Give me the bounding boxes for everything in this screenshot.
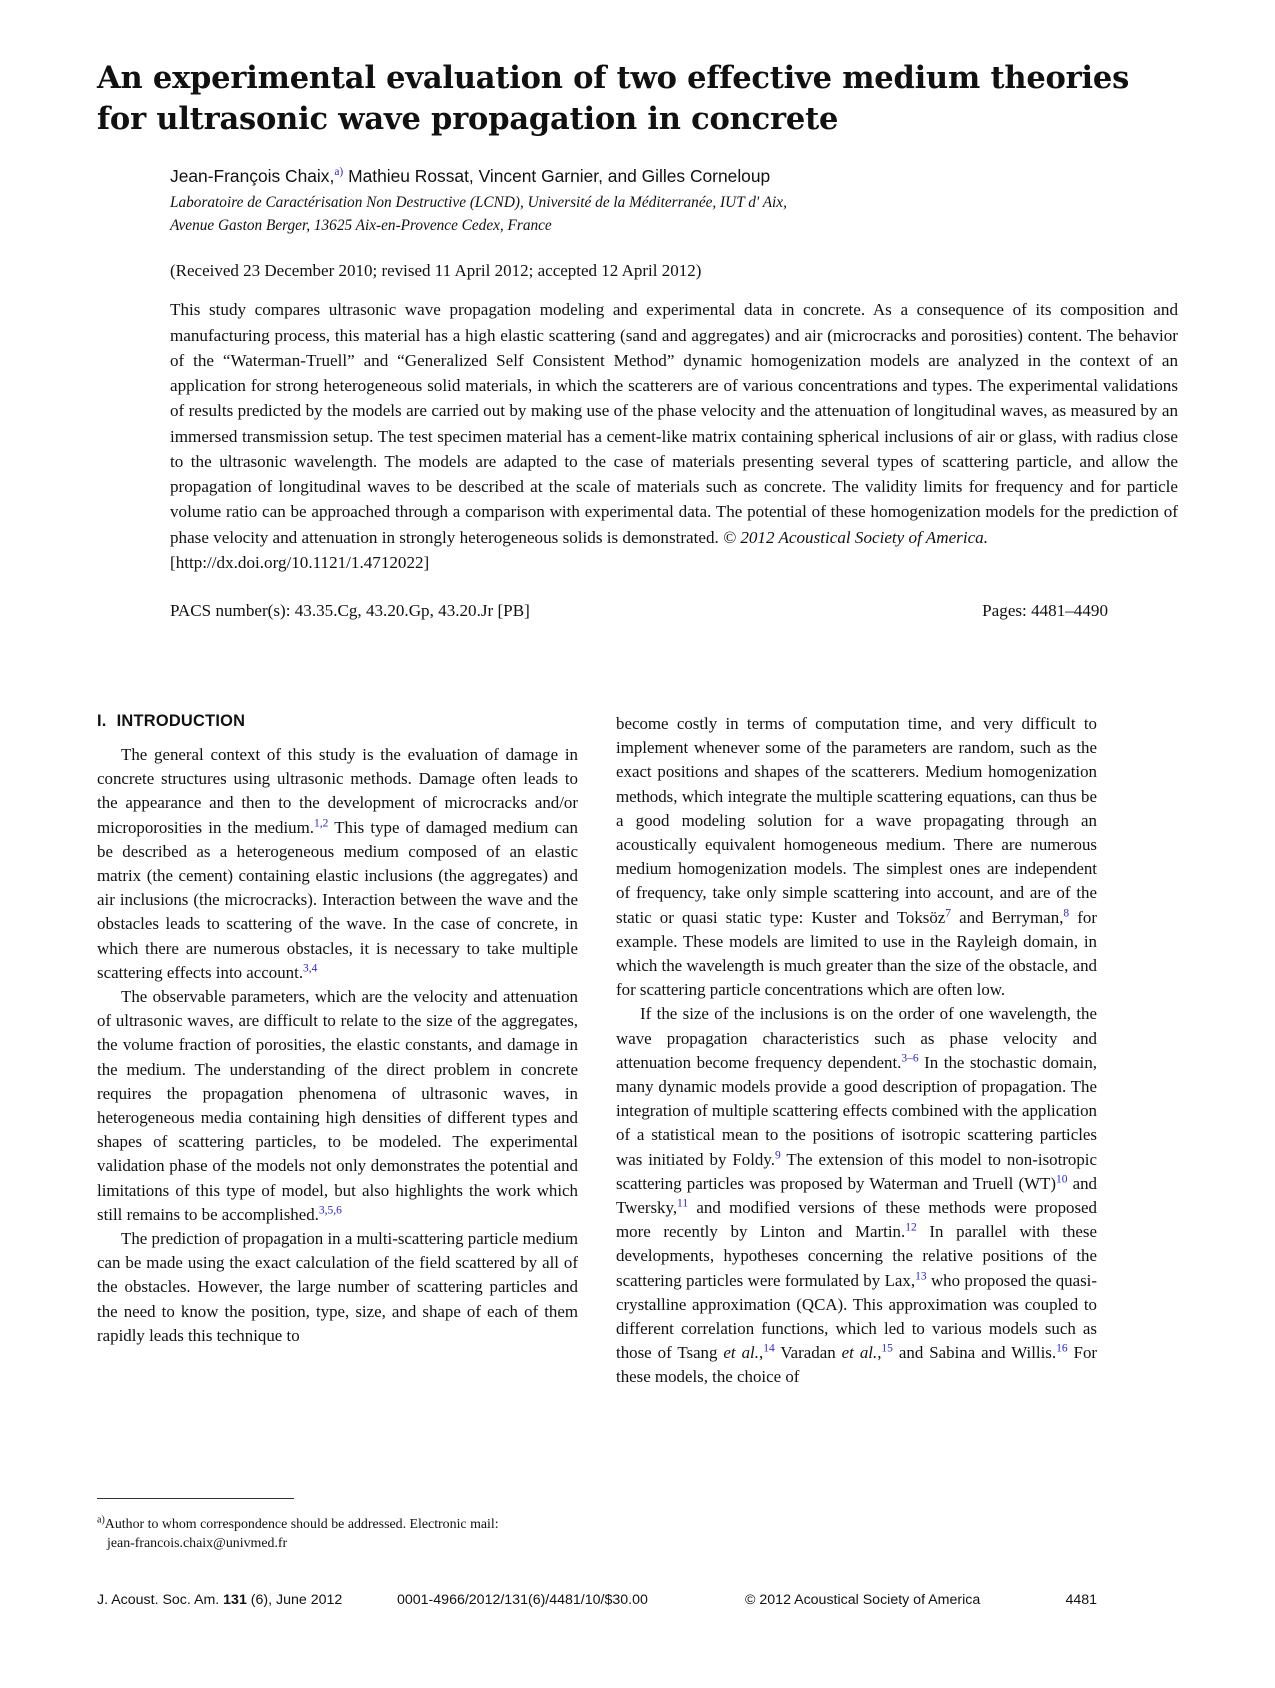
reference-marker[interactable]: 7 <box>945 907 952 919</box>
footnote-text <box>97 1515 578 1554</box>
paragraph-text: If the size of the inclusions is on the order of one wavelength, the wave propagation characteristics such as phase velocity and attenuation become frequency dependent. <box>616 1004 1097 1072</box>
pacs-row <box>170 601 1178 621</box>
latin-abbrev: et al. <box>841 1343 878 1363</box>
abstract-copyright: © 2012 Acoustical Society of America. <box>723 527 988 547</box>
pacs-numbers: PACS number(s): 43.35.Cg, 43.20.Gp, 43.20.Jr [PB] <box>170 601 530 620</box>
reference-marker[interactable]: 15 <box>881 1342 893 1355</box>
reference-marker[interactable]: 1,2 <box>313 816 329 829</box>
paragraph-text: The observable parameters, which are the velocity and attenuation of ultrasonic waves, are difficult to relate to the size of the aggregates, the volume fraction of porosities, the elastic constants, and damage in the medium. The understanding of the direct problem in concrete requires the propagation phenomena of ultrasonic waves, in heterogeneous media containing high densities of different types and shapes of scattering particles, to be modeled. The experimental validation phase of the models not only demonstrates the potential and limitations of this type of model, but also highlights the work which still remains to be accomplished. <box>97 987 578 1224</box>
section-number: I. <box>97 712 107 730</box>
footer-page-number: 4481 <box>1065 1592 1097 1608</box>
paragraph-text: , <box>758 1343 764 1363</box>
abstract-body: This study compares ultrasonic wave propagation modeling and experimental data in concrete. As a consequence of its composition and manufacturing process, this material has a high elastic scattering (sand and aggregates) and air (microcracks and porosities) content. The behavior of the “Waterman-Truell” and “Generalized Self Consistent Method” dynamic homogenization models are analyzed in the context of an application for strong heterogeneous solid materials, in which the scatterers are of various concentrations and types. The experimental validations of results predicted by the models are carried out by making use of the phase velocity and the attenuation of longitudinal waves, as measured by an immersed transmission setup. The test specimen material has a cement-like matrix containing spherical inclusions of air or glass, with radius close to the ultrasonic wavelength. The models are adapted to the case of materials presenting several types of scattering particle, and allow the propagation of longitudinal waves to be described at the scale of materials such as concrete. The validity limits for frequency and for particle volume ratio can be approached through a comparison with experimental data. The potential of these homogenization models for the prediction of phase velocity and attenuation in strongly heterogeneous solids is demonstrated. <box>170 300 1178 547</box>
latin-abbrev: et al. <box>723 1343 759 1363</box>
footnote-email[interactable]: jean-francois.chaix@univmed.fr <box>107 1536 288 1552</box>
affiliation-line-2: Avenue Gaston Berger, 13625 Aix-en-Provence Cedex, France <box>170 217 552 235</box>
reference-marker[interactable]: 3,5,6 <box>318 1204 342 1217</box>
reference-marker[interactable]: 12 <box>905 1221 917 1234</box>
paragraph-right-2 <box>616 1002 1097 1389</box>
paragraph-text: Varadan <box>774 1343 842 1363</box>
author-names: Jean-François Chaix, <box>170 166 335 187</box>
journal-issue-date: (6), June 2012 <box>246 1592 343 1608</box>
received-revised-accepted-line: (Received 23 December 2010; revised 11 April 2012; accepted 12 April 2012) <box>170 261 702 281</box>
page-title: An experimental evaluation of two effective medium theories for ultrasonic wave propagation in concrete <box>97 60 1130 137</box>
author-list <box>170 165 1178 188</box>
author-footnote-marker[interactable]: a) <box>334 166 344 179</box>
reference-marker[interactable]: 9 <box>774 1149 781 1162</box>
article-metadata <box>170 165 1178 621</box>
paragraph-right-1 <box>616 712 1097 1002</box>
paragraph-text: In parallel with these developments, hypotheses concerning the relative positions of the scattering particles were formulated by Lax, <box>616 1222 1097 1290</box>
column-left <box>97 712 578 1522</box>
reference-marker[interactable]: 11 <box>677 1197 689 1210</box>
affiliation-line-1: Laboratoire de Caractérisation Non Destructive (LCND), Université de la Méditerranée, IUT d' Aix, <box>170 193 787 211</box>
paragraph-text: and Twersky, <box>616 1173 1097 1218</box>
paragraph-text: The general context of this study is the evaluation of damage in concrete structures using ultrasonic methods. Damage often leads to the appearance and then to the development of microcracks and/or microporosities in the medium. <box>97 745 578 837</box>
page-footer <box>97 1592 1097 1608</box>
paragraph-text: and modified versions of these methods were proposed more recently by Linton and Martin. <box>616 1198 1097 1242</box>
paragraph-text: In the stochastic domain, many dynamic models provide a good description of propagation. The integration of multiple scattering effects combined with the application of a statistical mean to the positions of isotropic scattering particles was initiated by Foldy. <box>616 1052 1097 1169</box>
footnote-line-1: Author to whom correspondence should be addressed. Electronic mail: <box>104 1517 499 1532</box>
paragraph-text: and Sabina and Willis. <box>892 1343 1057 1363</box>
paragraph-intro-1 <box>97 743 578 985</box>
footer-issn-code: 0001-4966/2012/131(6)/4481/10/$30.00 <box>397 1592 648 1608</box>
reference-marker[interactable]: 13 <box>915 1270 927 1283</box>
abstract-text <box>170 297 1178 550</box>
journal-name: J. Acoust. Soc. Am. <box>97 1592 224 1608</box>
paragraph-text: This type of damaged medium can be described as a heterogeneous medium composed of an elastic matrix (the cement) containing elastic inclusions (the aggregates) and air inclusions (the microcracks). Interaction between the wave and the obstacles leads to scattering of the wave. In the case of concrete, in which there are numerous obstacles, it is necessary to take multiple scattering effects into account. <box>97 817 578 982</box>
reference-marker[interactable]: 14 <box>763 1342 775 1355</box>
section-title: INTRODUCTION <box>116 712 246 730</box>
footer-copyright: © 2012 Acoustical Society of America <box>745 1592 981 1608</box>
author-names-rest: Mathieu Rossat, Vincent Garnier, and Gilles Corneloup <box>343 166 771 187</box>
paragraph-text: and Berryman, <box>951 907 1064 927</box>
reference-marker[interactable]: 16 <box>1056 1342 1068 1355</box>
reference-marker[interactable]: 10 <box>1055 1173 1068 1186</box>
paragraph-text: For these models, the choice of <box>616 1343 1098 1387</box>
reference-marker[interactable]: 3,4 <box>303 962 318 975</box>
doi-link[interactable]: [http://dx.doi.org/10.1121/1.4712022] <box>170 552 430 572</box>
paragraph-text: who proposed the quasi-crystalline approximation (QCA). This approximation was coupled to different correlation functions, which led to various models such as those of Tsang <box>616 1270 1097 1363</box>
paragraph-intro-3: The prediction of propagation in a multi-scattering particle medium can be made using the exact calculation of the field scattered by all of the obstacles. However, the large number of scattering particles and the need to know the position, type, size, and shape of each of them rapidly leads this technique to <box>97 1229 578 1345</box>
footnote-marker: a) <box>97 1514 105 1526</box>
paragraph-text: become costly in terms of computation time, and very difficult to implement whenever some of the parameters are random, such as the exact positions and shapes of the scatterers. Medium homogenization methods, which integrate the multiple scattering equations, can thus be a good modeling solution for a wave propagating through an acoustically equivalent homogeneous medium. There are numerous medium homogenization models. The simplest ones are independent of frequency, take only simple scattering into account, and are of the static or quasi static type: Kuster and Toksöz <box>616 714 1097 927</box>
reference-marker[interactable]: 3–6 <box>901 1052 919 1065</box>
body-columns <box>97 712 1097 1522</box>
footnote-block <box>97 1498 578 1554</box>
paragraph-text: , <box>877 1343 882 1363</box>
column-right <box>616 712 1097 1522</box>
paragraph-text: The extension of this model to non-isotropic scattering particles was proposed by Waterman and Truell (WT) <box>616 1149 1097 1193</box>
reference-marker[interactable]: 8 <box>1063 907 1070 919</box>
footnote-divider <box>97 1498 294 1499</box>
page-range: Pages: 4481–4490 <box>982 601 1108 620</box>
journal-volume: 131 <box>223 1592 247 1608</box>
footer-journal-citation <box>97 1592 397 1608</box>
paragraph-text: for example. These models are limited to use in the Rayleigh domain, in which the wavelength is much greater than the size of the obstacle, and for scattering particle concentrations which are often low. <box>616 907 1097 1000</box>
paragraph-intro-2 <box>97 985 578 1227</box>
section-heading-introduction <box>97 712 578 731</box>
